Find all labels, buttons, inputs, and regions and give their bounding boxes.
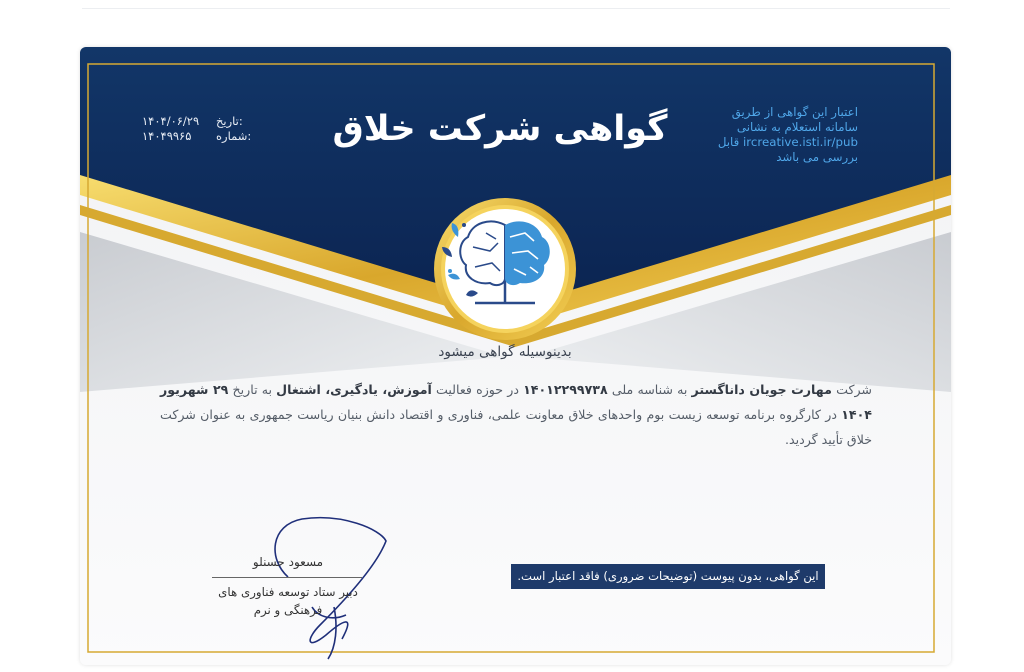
attachment-notice: این گواهی، بدون پیوست (توضیحات ضروری) فاقد اعتبار است. [511, 564, 825, 589]
date-value: ۱۴۰۴/۰۶/۲۹ [142, 114, 200, 128]
body-part-2: به شناسه ملی [611, 382, 688, 397]
number-value: ۱۴۰۴۹۹۶۵ [142, 129, 192, 143]
validity-url[interactable]: ircreative.isti.ir/pub [743, 135, 858, 149]
hereby-heading: بدینوسیله گواهی میشود [438, 344, 572, 360]
signer-name: مسعود حسنلو [252, 555, 324, 569]
validity-note [712, 105, 858, 165]
national-id: ۱۴۰۱۲۲۹۹۷۳۸ [523, 382, 608, 397]
validity-text-2: قابل بررسی می باشد [717, 135, 858, 164]
signature-line [212, 577, 362, 578]
signer-role: دبیر ستاد توسعه فناوری های فرهنگی و نرم [218, 585, 358, 617]
number-label: شماره: [216, 129, 252, 143]
date-label: تاریخ: [216, 114, 243, 128]
certificate-title: گواهی شرکت خلاق [332, 109, 668, 149]
emblem-medal [434, 198, 576, 340]
body-part-3: در حوزه فعالیت [436, 382, 519, 397]
certificate [80, 47, 951, 665]
activity-fields: آموزش، یادگیری، اشتغال [276, 382, 432, 397]
body-part-5: در کارگروه برنامه توسعه زیست بوم واحدهای خلاق معاونت علمی، فناوری و اقتصاد دانش بنیان ریاست جمهوری به عنوان شرکت خلاق تأیید گردید. [160, 407, 872, 447]
body-part-1: شرکت [836, 382, 872, 397]
page-top-divider [82, 8, 950, 9]
company-name: مهارت جویان داناگستر [691, 382, 832, 397]
validity-text-1: اعتبار این گواهی از طریق سامانه استعلام به نشانی [731, 105, 858, 134]
approval-date: ۲۹ شهریور ۱۴۰۴ [160, 382, 872, 422]
body-part-4: به تاریخ [232, 382, 272, 397]
certificate-body [160, 377, 872, 452]
